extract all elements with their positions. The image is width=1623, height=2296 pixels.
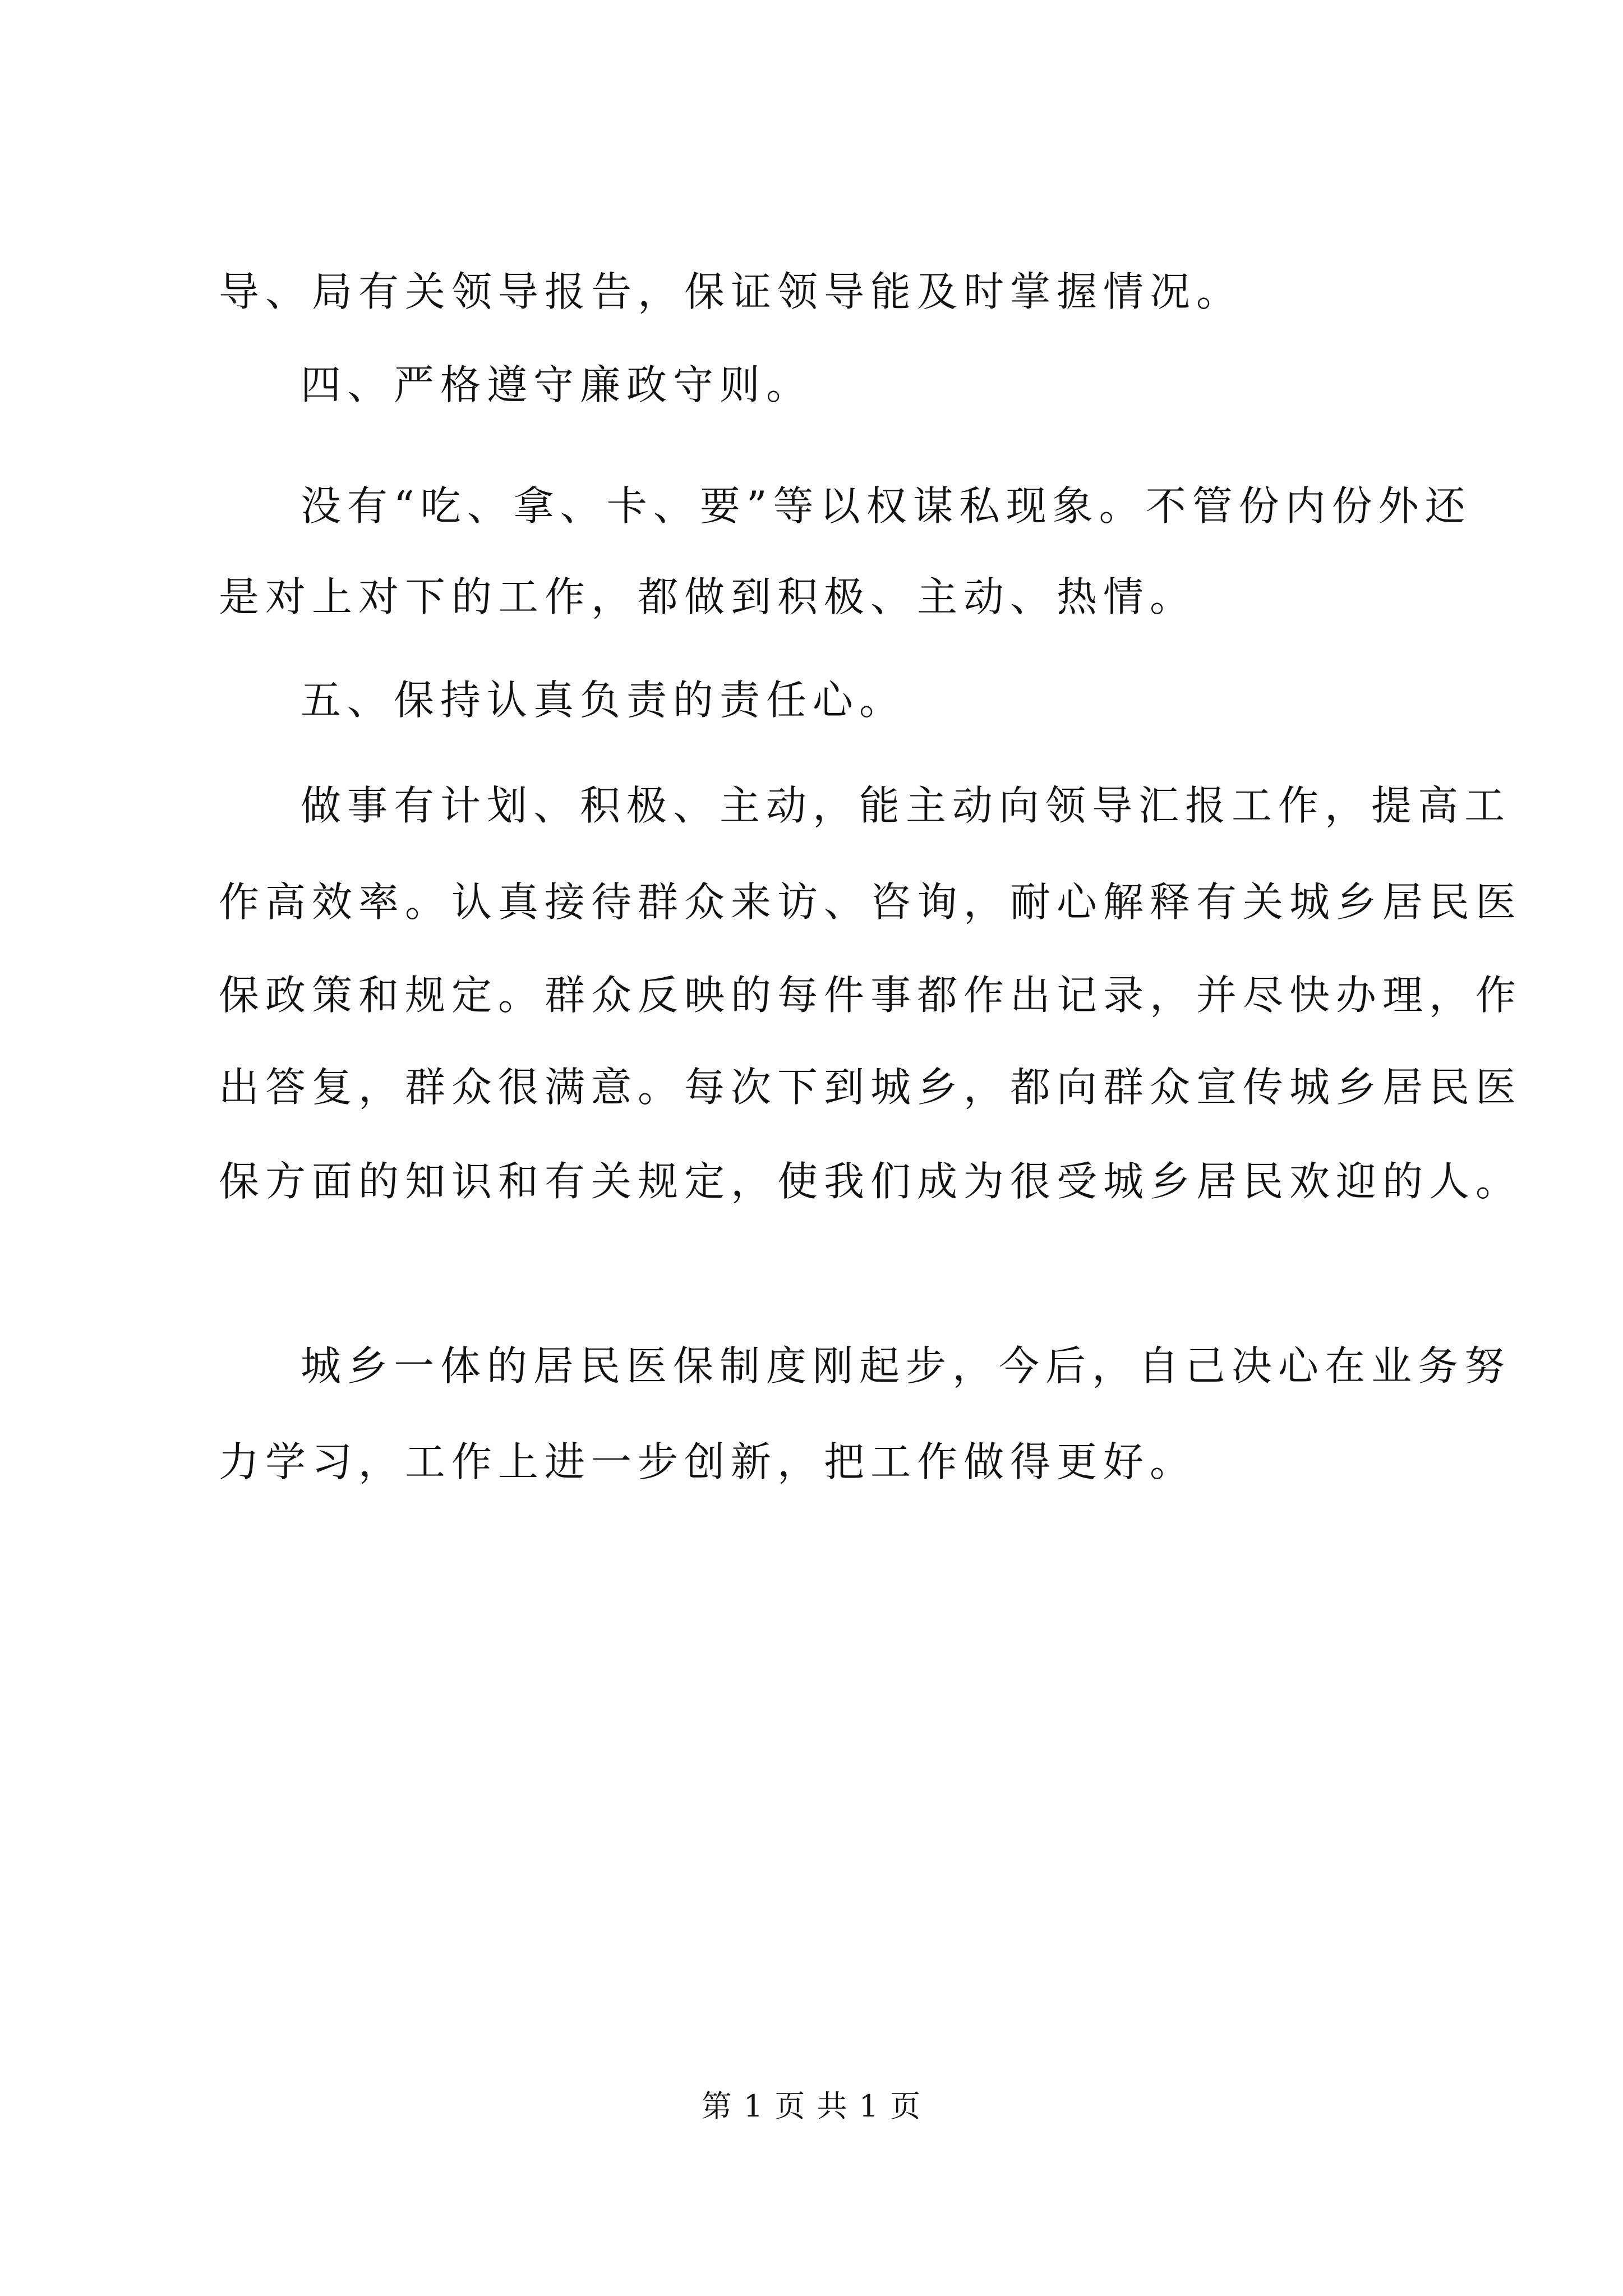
page-footer: 第 1 页 共 1 页	[701, 2088, 922, 2124]
text-line: 作高效率。认真接待群众来访、咨询，耐心解释有关城乡居民医	[219, 878, 1523, 926]
text-line: 保政策和规定。群众反映的每件事都作出记录，并尽快办理，作	[219, 972, 1523, 1019]
section-heading: 五、保持认真负责的责任心。	[301, 677, 906, 724]
section-heading: 四、严格遵守廉政守则。	[301, 361, 813, 408]
text-line: 出答复，群众很满意。每次下到城乡，都向群众宣传城乡居民医	[219, 1064, 1523, 1111]
text-line: 没有“吃、拿、卡、要”等以权谋私现象。不管份内份外还	[301, 482, 1472, 530]
text-line: 做事有计划、积极、主动，能主动向领导汇报工作，提高工	[301, 782, 1511, 829]
text-line: 保方面的知识和有关规定，使我们成为很受城乡居民欢迎的人。	[219, 1158, 1523, 1205]
text-line: 力学习，工作上进一步创新，把工作做得更好。	[219, 1438, 1197, 1485]
text-line: 是对上对下的工作，都做到积极、主动、热情。	[219, 573, 1197, 620]
text-line: 城乡一体的居民医保制度刚起步，今后，自己决心在业务努	[301, 1342, 1511, 1389]
text-line: 导、局有关领导报告，保证领导能及时掌握情况。	[219, 268, 1243, 315]
